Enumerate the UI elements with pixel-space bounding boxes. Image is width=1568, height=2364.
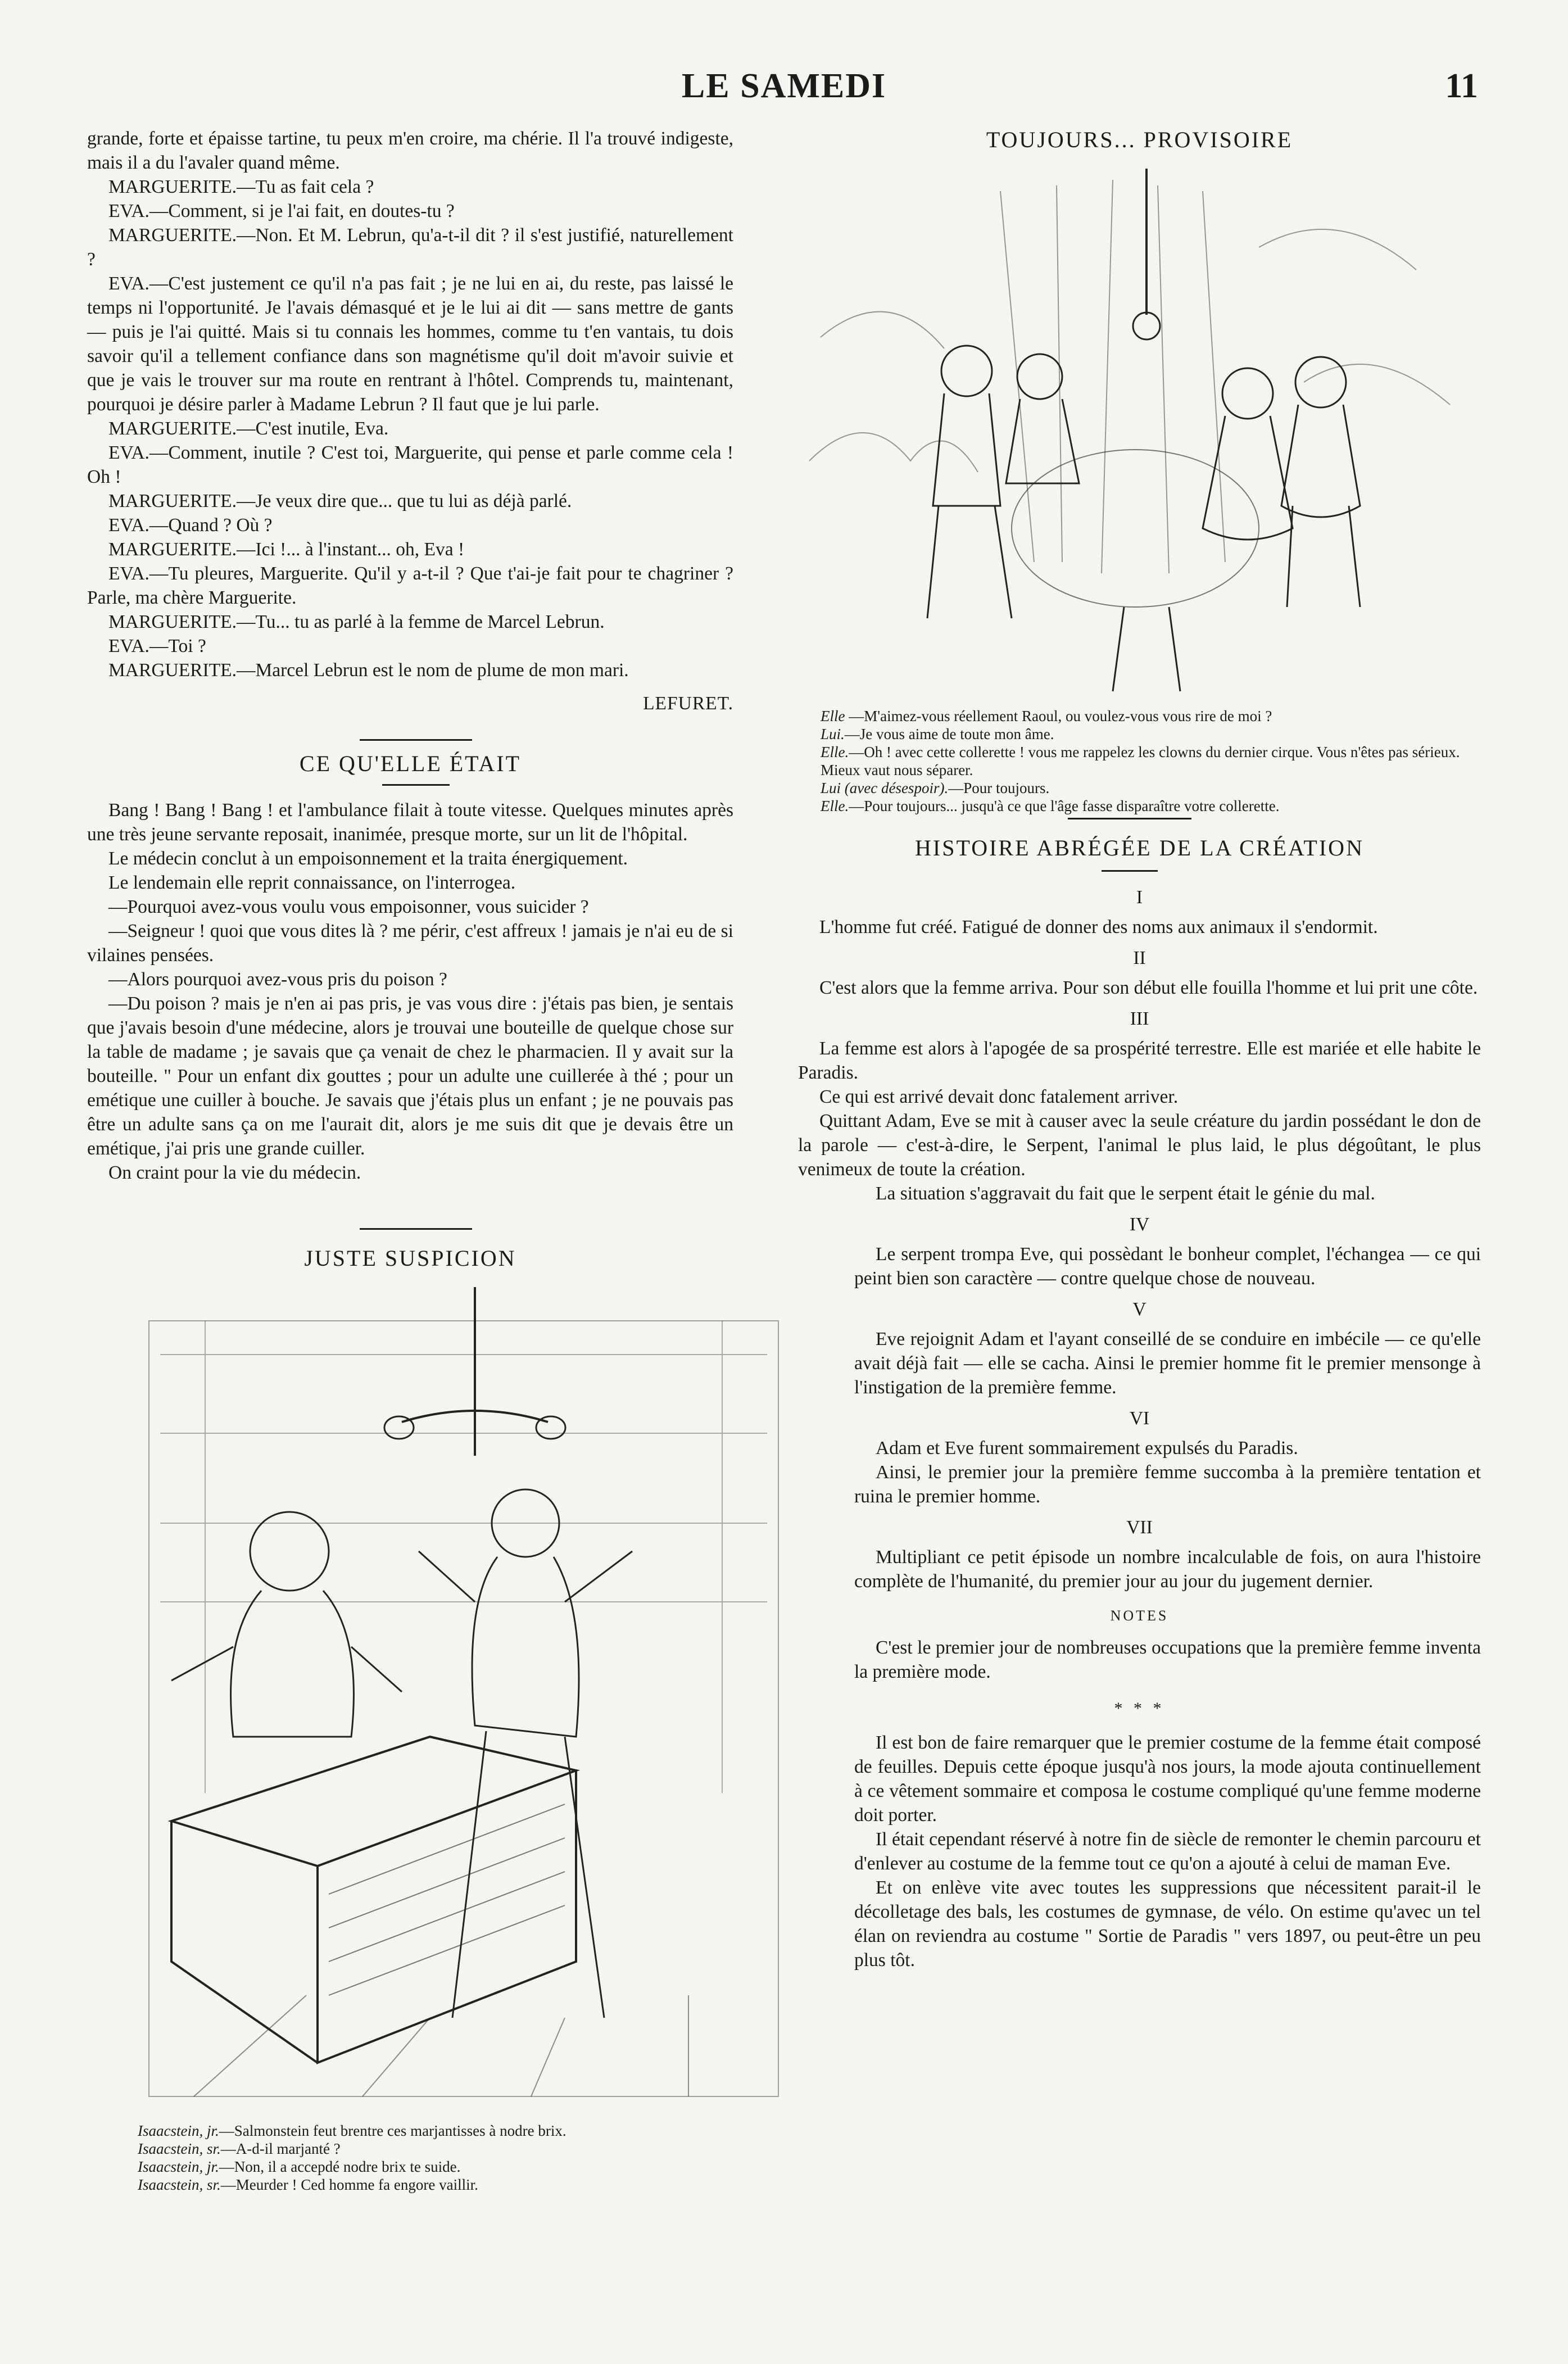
- dialogue-paragraph: MARGUERITE.—Tu... tu as parlé à la femme de Marcel Lebrun.: [108, 612, 605, 632]
- dialogue-paragraph: EVA.—Tu pleures, Marguerite. Qu'il y a-t-il ? Que t'ai-je fait pour te chagriner ? Parle, ma chère Marguerite.: [87, 563, 733, 608]
- dialogue-column: [87, 126, 733, 715]
- caption-speaker: Isaacstein, jr.: [138, 2158, 219, 2175]
- caption-text: —Pour toujours.: [948, 780, 1050, 796]
- story-paragraph: Bang ! Bang ! Bang ! et l'ambulance filait à toute vitesse. Quelques minutes après une très jeune servante reposait, inanimée, presque morte, sur un lit de l'hôpital.: [87, 800, 733, 845]
- story-column: [87, 798, 733, 1185]
- dialogue-paragraph: EVA.—Comment, si je l'ai fait, en doutes-tu ?: [108, 201, 455, 221]
- caption-speaker: Isaacstein, sr.: [138, 2140, 221, 2157]
- caption-text: —Salmonstein feut brentre ces marjantisses à nodre brix.: [219, 2122, 567, 2139]
- dialogue-paragraph: grande, forte et épaisse tartine, tu peux m'en croire, ma chérie. Il l'a trouvé indigeste, mais il a du l'avaler quand même.: [87, 128, 733, 173]
- section-rule: [1068, 818, 1191, 819]
- caption-speaker: Isaacstein, sr.: [138, 2176, 221, 2193]
- caption-speaker: Elle: [821, 708, 845, 724]
- dialogue-paragraph: EVA.—Comment, inutile ? C'est toi, Marguerite, qui pense et parle comme cela ! Oh !: [87, 442, 733, 487]
- note-paragraph: Il était cependant réservé à notre fin de siècle de remonter le chemin parcouru et d'enlever au costume de la femme tout ce qu'on a ajouté à celui de maman Eve.: [854, 1829, 1481, 1874]
- cartoon-caption: [138, 2122, 784, 2194]
- caption-line: [138, 2158, 784, 2176]
- dialogue-paragraph: MARGUERITE.—Tu as fait cela ?: [108, 176, 374, 197]
- story-paragraph: —Alors pourquoi avez-vous pris du poison ?: [108, 969, 447, 990]
- section-numeral: IV: [1129, 1214, 1150, 1235]
- story-paragraph: —Seigneur ! quoi que vous dites là ? me périr, c'est affreux ! jamais je n'ai eu de si vilaines pensées.: [87, 921, 733, 966]
- section-numeral: VII: [1126, 1517, 1153, 1538]
- caption-text: —Meurder ! Ced homme fa engore vaillir.: [220, 2176, 478, 2193]
- story-title: HISTOIRE ABRÉGÉE DE LA CRÉATION: [915, 835, 1364, 861]
- cartoon-title: JUSTE SUSPICION: [304, 1246, 516, 1271]
- caption-speaker: Isaacstein, jr.: [138, 2122, 219, 2139]
- caption-line: [798, 779, 1481, 797]
- caption-text: —Pour toujours... jusqu'à ce que l'âge fasse disparaître votre collerette.: [849, 798, 1280, 814]
- note-paragraph: C'est le premier jour de nombreuses occupations que la première femme inventa la première mode.: [854, 1637, 1481, 1682]
- dialogue-paragraph: MARGUERITE.—Ici !... à l'instant... oh, Eva !: [108, 539, 465, 560]
- section-numeral: II: [1133, 948, 1146, 968]
- caption-text: —Oh ! avec cette collerette ! vous me rappelez les clowns du dernier cirque. Vous n'êtes pas sérieux. Mieux vaut nous séparer.: [821, 744, 1460, 778]
- histoire-paragraph: Ainsi, le premier jour la première femme succomba à la première tentation et ruina le premier homme.: [854, 1462, 1481, 1507]
- dialogue-paragraph: EVA.—Toi ?: [108, 636, 206, 656]
- section-numeral: VI: [1129, 1408, 1150, 1429]
- section-numeral: I: [1136, 887, 1143, 908]
- caption-line: [798, 743, 1481, 779]
- caption-speaker: Elle.: [821, 744, 849, 760]
- histoire-paragraph: Ce qui est arrivé devait donc fatalement arriver.: [819, 1086, 1179, 1107]
- histoire-paragraph: C'est alors que la femme arriva. Pour son début elle fouilla l'homme et lui prit une côte.: [819, 977, 1478, 998]
- story-paragraph: —Du poison ? mais je n'en ai pas pris, je vas vous dire : j'étais pas bien, je sentais que j'avais besoin d'une médecine, alors je trouvai une bouteille de quelque chose sur la table de madame ; je savais que ça venait de chez le pharmacien. Il y avait sur la bouteille. " Pour un enfant dix gouttes ; pour un adulte une cuillerée à thé ; pour un emétique une cuiller à bouche. Je savais que j'étais plus un enfant ; je ne pouvais pas être un adulte sans ça on me l'aurait dit, alors je me suis dit que je devais être un emétique, j'ai pris une grande cuiller.: [87, 993, 733, 1159]
- dialogue-paragraph: MARGUERITE.—C'est inutile, Eva.: [108, 418, 389, 439]
- cartoon-title: TOUJOURS... PROVISOIRE: [986, 127, 1293, 152]
- caption-speaker: Lui.: [821, 726, 845, 742]
- caption-line: [138, 2122, 784, 2140]
- story-paragraph: —Pourquoi avez-vous voulu vous empoisonner, vous suicider ?: [108, 896, 589, 917]
- caption-speaker: Lui (avec désespoir).: [821, 780, 949, 796]
- story-paragraph: Le médecin conclut à un empoisonnement et la traita énergiquement.: [108, 848, 628, 869]
- dialogue-paragraph: EVA.—C'est justement ce qu'il n'a pas fait ; je ne lui en ai, du reste, pas laissé le temps ni l'opportunité. Je l'avais démasqué et je le lui ai dit — sans mettre de gants — puis je l'ai quitté. Mais si tu connais les hommes, comme tu t'en vantais, tu dois savoir qu'il a tellement confiance dans son magnétisme qu'il doit m'avoir suivie et que je vais le trouver sur ma route en rentrant à l'hôtel. Comprends tu, maintenant, pourquoi je désire parler à Madame Lebrun ? Il faut que je lui parle.: [87, 273, 733, 415]
- author-signature: LEFURET.: [643, 693, 733, 714]
- dialogue-paragraph: MARGUERITE.—Je veux dire que... que tu lui as déjà parlé.: [108, 491, 572, 511]
- histoire-paragraph: Le serpent trompa Eve, qui possèdant le bonheur complet, l'échangea — ce qui peint bien son caractère — contre quelque chose de nouveau.: [854, 1244, 1481, 1289]
- masthead-title: LE SAMEDI: [681, 67, 887, 105]
- section-numeral: III: [1130, 1008, 1149, 1029]
- histoire-paragraph: L'homme fut créé. Fatigué de donner des noms aux animaux il s'endormit.: [819, 917, 1378, 938]
- histoire-paragraph: La femme est alors à l'apogée de sa prospérité terrestre. Elle est mariée et elle habite le Paradis.: [798, 1038, 1481, 1083]
- note-paragraph: Et on enlève vite avec toutes les suppressions que nécessitent parait-il le décolletage des bals, les costumes de gymnase, de vélo. On estime qu'avec un tel élan on reviendra au costume " Sortie de Paradis " vers 1897, ou peut-être un peu plus tôt.: [854, 1877, 1481, 1971]
- histoire-paragraph: Quittant Adam, Eve se mit à causer avec la seule créature du jardin possédant le don de la parole — c'est-à-dire, le Serpent, l'animal le plus laid, le plus dégoûtant, le plus venimeux de toute la création.: [798, 1111, 1481, 1180]
- note-paragraph: Il est bon de faire remarquer que le premier costume de la femme était composé de feuilles. Depuis cette époque jusqu'à nos jours, la mode ajouta continuellement à ce vêtement sommaire et composa le costume compliqué qu'une femme moderne doit porter.: [854, 1732, 1481, 1826]
- story-paragraph: On craint pour la vie du médecin.: [108, 1162, 361, 1183]
- caption-line: [798, 797, 1481, 815]
- dialogue-paragraph: MARGUERITE.—Non. Et M. Lebrun, qu'a-t-il dit ? il s'est justifié, naturellement ?: [87, 225, 733, 270]
- caption-text: —Non, il a accepdé nodre brix te suide.: [219, 2158, 461, 2175]
- story-paragraph: Le lendemain elle reprit connaissance, on l'interrogea.: [108, 872, 516, 893]
- histoire-paragraph: Multipliant ce petit épisode un nombre incalculable de fois, on aura l'histoire complète de l'humanité, du premier jour au jour du jugement dernier.: [854, 1547, 1481, 1592]
- caption-line: [138, 2176, 784, 2194]
- section-numeral: V: [1132, 1299, 1146, 1320]
- caption-line: [798, 707, 1481, 725]
- story-title: CE QU'ELLE ÉTAIT: [299, 751, 522, 776]
- title-underline: [382, 784, 450, 786]
- section-rule: [360, 739, 472, 741]
- title-underline: [1102, 870, 1158, 872]
- asterism: * * *: [1114, 1699, 1165, 1718]
- histoire-column: [798, 885, 1481, 1972]
- caption-text: —M'aimez-vous réellement Raoul, ou voulez-vous vous rire de moi ?: [845, 708, 1272, 724]
- caption-line: [798, 725, 1481, 743]
- histoire-paragraph: La situation s'aggravait du fait que le serpent était le génie du mal.: [876, 1183, 1375, 1204]
- caption-line: [138, 2140, 784, 2158]
- dialogue-paragraph: MARGUERITE.—Marcel Lebrun est le nom de plume de mon mari.: [108, 660, 629, 681]
- section-rule: [360, 1228, 472, 1230]
- dialogue-paragraph: EVA.—Quand ? Où ?: [108, 515, 273, 536]
- shop-cartoon-illustration: [138, 1287, 795, 2113]
- notes-heading: NOTES: [1110, 1607, 1169, 1624]
- histoire-paragraph: Eve rejoignit Adam et l'ayant conseillé de se conduire en imbécile — ce qu'elle avait déjà fait — elle se cacha. Ainsi le premier homme fit le premier mensonge à l'instigation de la première femme.: [854, 1329, 1481, 1398]
- dance-cartoon-illustration: [798, 169, 1481, 697]
- caption-text: —Je vous aime de toute mon âme.: [844, 726, 1054, 742]
- histoire-paragraph: Adam et Eve furent sommairement expulsés du Paradis.: [876, 1438, 1298, 1459]
- page-number: 11: [1445, 67, 1478, 105]
- caption-speaker: Elle.: [821, 798, 849, 814]
- caption-text: —A-d-il marjanté ?: [220, 2140, 341, 2157]
- cartoon-caption: [798, 707, 1481, 815]
